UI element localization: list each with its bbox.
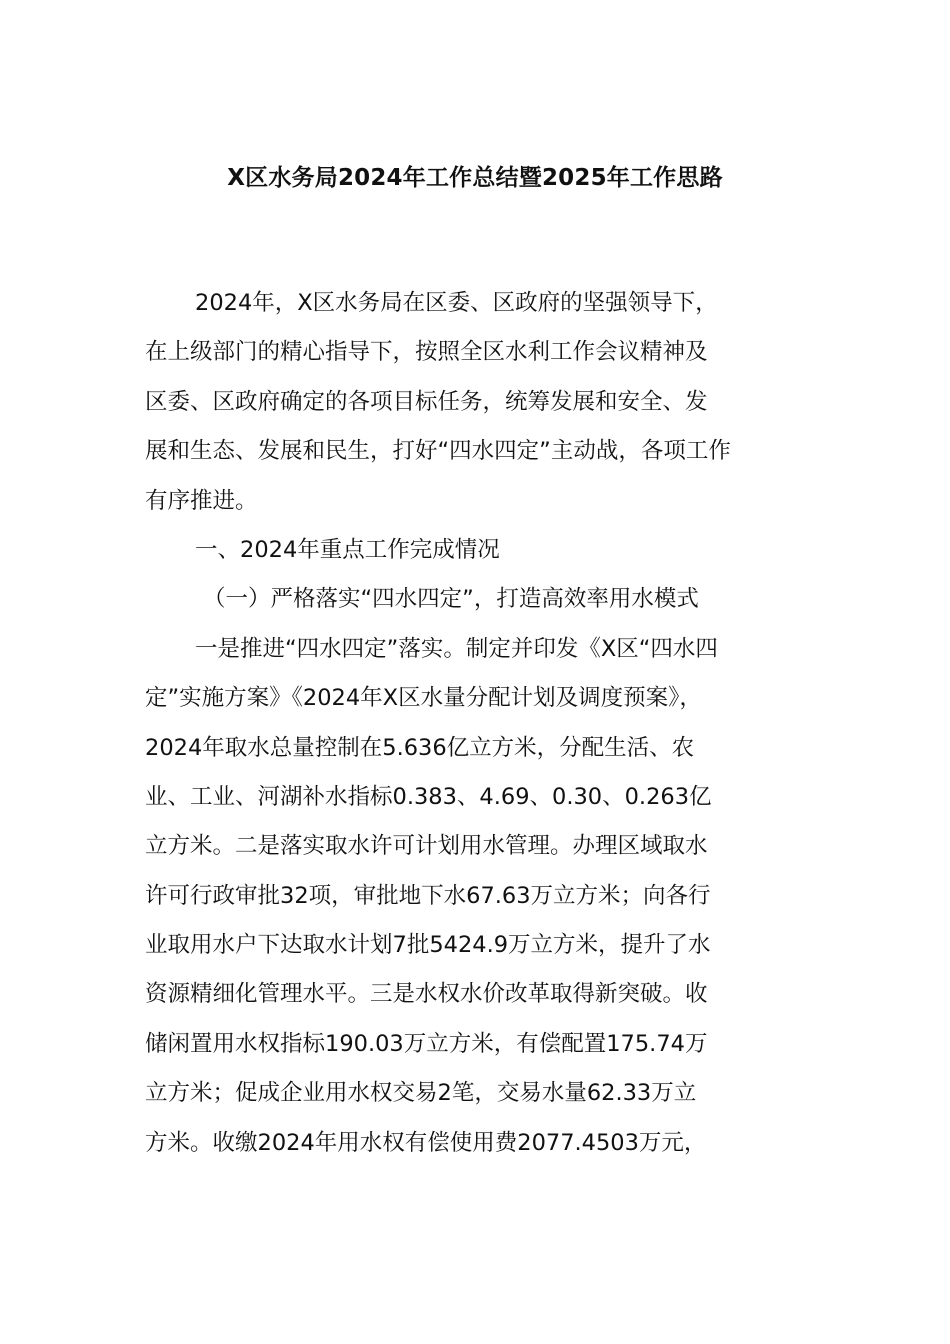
paragraph-line: 展和生态、发展和民生，打好“四水四定”主动战，各项工作 [145,438,731,465]
paragraph-line: 业取用水户下达取水计划7批5424.9万立方米，提升了水 [145,932,711,959]
document-body [145,279,807,1168]
paragraph-line: 储闲置用水权指标190.03万立方米，有偿配置175.74万 [145,1030,708,1057]
paragraph-line: 区委、区政府确定的各项目标任务，统筹发展和安全、发 [145,388,708,415]
paragraph-line: 在上级部门的精心指导下，按照全区水利工作会议精神及 [145,339,708,366]
subsection-heading: （一）严格落实“四水四定”，打造高效率用水模式 [203,586,699,613]
document-title: X区水务局2024年工作总结暨2025年工作思路 [227,165,723,191]
paragraph-line: 一是推进“四水四定”落实。制定并印发《X区“四水四 [195,635,718,662]
paragraph-line: 立方米；促成企业用水权交易2笔，交易水量62.33万立 [145,1080,697,1107]
paragraph-line: 业、工业、河湖补水指标0.383、4.69、0.30、0.263亿 [145,783,712,810]
paragraph-line: 有序推进。 [145,487,258,514]
paragraph-line: 方米。收缴2024年用水权有偿使用费2077.4503万元， [145,1129,707,1156]
paragraph-line: 2024年，X区水务局在区委、区政府的坚强领导下， [195,290,718,316]
paragraph-line: 立方米。二是落实取水许可计划用水管理。办理区域取水 [145,833,708,860]
section-heading: 一、2024年重点工作完成情况 [195,536,500,563]
paragraph-line: 定”实施方案》《2024年X区水量分配计划及调度预案》， [145,685,702,712]
paragraph-line: 资源精细化管理水平。三是水权水价改革取得新突破。收 [145,981,708,1008]
paragraph-line: 许可行政审批32项，审批地下水67.63万立方米；向各行 [145,882,711,909]
paragraph-line: 2024年取水总量控制在5.636亿立方米，分配生活、农 [145,734,695,761]
